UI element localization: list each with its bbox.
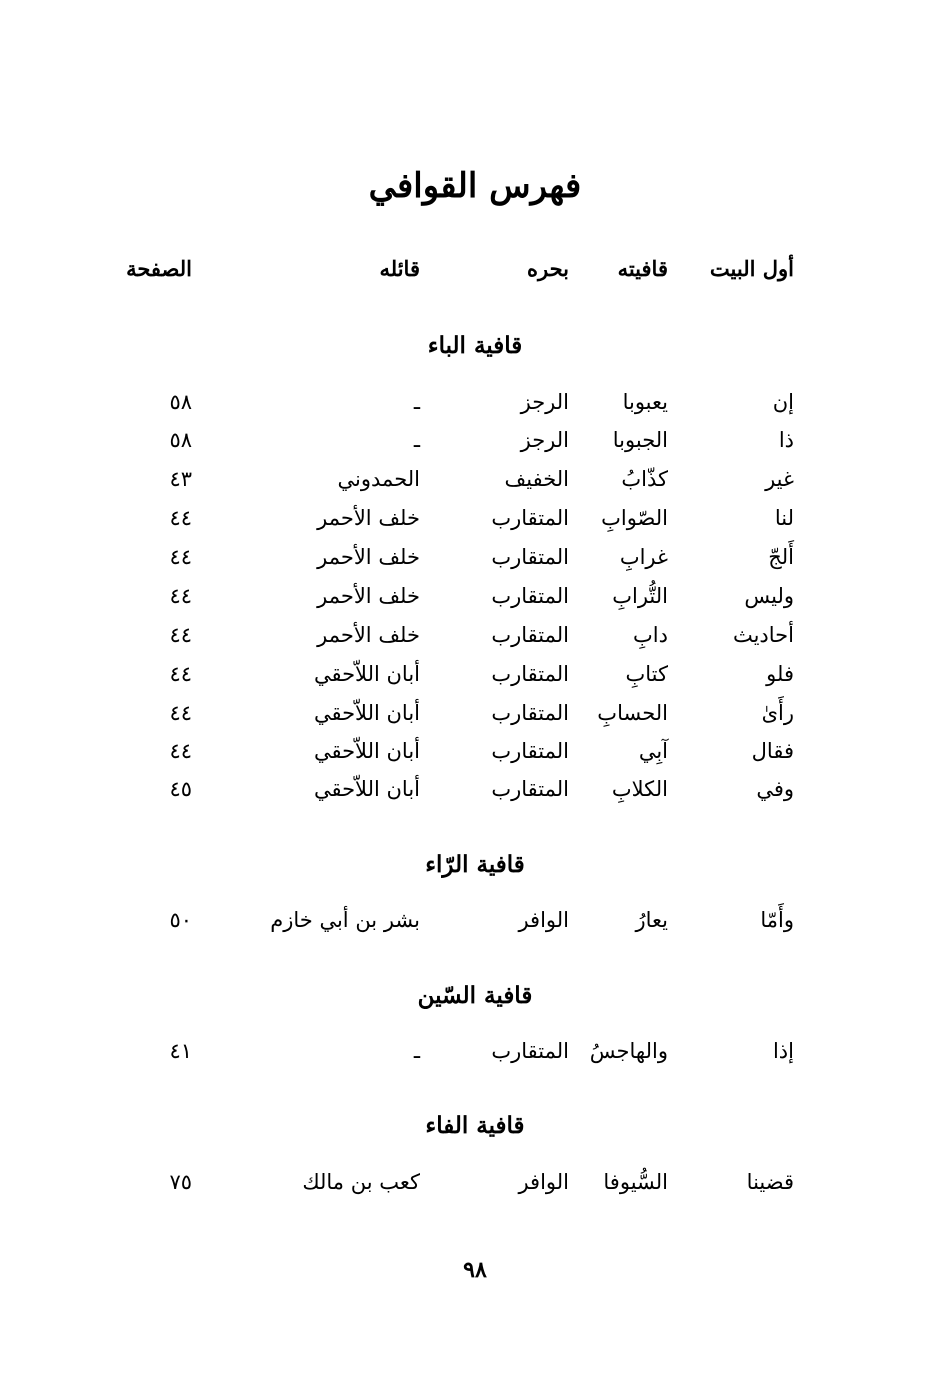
table-row <box>0 903 950 937</box>
meter: المتقارب <box>491 701 569 725</box>
poet: ـ <box>413 428 420 452</box>
section-title-fa: قافية الفاء <box>425 1112 525 1139</box>
page-ref: ٤٤ <box>169 739 192 763</box>
first-word: غير <box>765 467 794 491</box>
rhyme-word: يعبوبا <box>622 390 668 414</box>
page-ref: ٤٤ <box>169 584 192 608</box>
table-row <box>0 696 950 730</box>
rhyme-word: كذّابُ <box>621 467 668 491</box>
meter: الرجز <box>520 390 569 414</box>
section-title-ba: قافية الباء <box>427 332 523 359</box>
column-headers <box>0 252 950 286</box>
page-number: ٩٨ <box>463 1257 487 1283</box>
first-word: إن <box>772 390 794 414</box>
poet: كعب بن مالك <box>302 1170 420 1194</box>
table-row <box>0 1034 950 1068</box>
meter: المتقارب <box>491 739 569 763</box>
poet: أبان اللاّحقي <box>313 701 420 725</box>
table-row <box>0 423 950 457</box>
poet: ـ <box>413 1039 420 1063</box>
section-title-sin: قافية السّين <box>417 982 533 1009</box>
meter: المتقارب <box>491 506 569 530</box>
rhyme-word: الكلابِ <box>611 777 668 801</box>
first-word: وفي <box>756 777 794 801</box>
poet: خلف الأحمر <box>317 506 420 530</box>
meter: الرجز <box>520 428 569 452</box>
table-row <box>0 462 950 496</box>
header-page: الصفحة <box>126 256 192 281</box>
rhyme-word: يعارُ <box>635 908 668 932</box>
table-row <box>0 618 950 652</box>
table-row <box>0 385 950 419</box>
page-ref: ٤٤ <box>169 506 192 530</box>
header-rhyme: قافيته <box>617 256 668 281</box>
poet: أبان اللاّحقي <box>313 739 420 763</box>
page-ref: ٥٠ <box>169 908 192 932</box>
table-row <box>0 734 950 768</box>
table-row <box>0 772 950 806</box>
poet: خلف الأحمر <box>317 545 420 569</box>
rhyme-word: غرابِ <box>619 545 668 569</box>
page-ref: ٤٤ <box>169 545 192 569</box>
page-ref: ٥٨ <box>169 390 192 414</box>
poet: خلف الأحمر <box>317 623 420 647</box>
table-row <box>0 579 950 613</box>
page-ref: ٤٤ <box>169 701 192 725</box>
page-ref: ٤١ <box>169 1039 192 1063</box>
page-ref: ٤٤ <box>169 662 192 686</box>
section-title-ra: قافية الرّاء <box>425 851 525 878</box>
first-word: إذا <box>772 1039 794 1063</box>
rhyme-word: آبِي <box>638 739 668 763</box>
header-poet: قائله <box>379 256 420 281</box>
poet: ـ <box>413 390 420 414</box>
first-word: قضينا <box>746 1170 794 1194</box>
rhyme-word: دابِ <box>633 623 668 647</box>
rhyme-word: كتابِ <box>625 662 668 686</box>
meter: المتقارب <box>491 777 569 801</box>
first-word: رأَىٰ <box>761 701 794 725</box>
meter: المتقارب <box>491 1039 569 1063</box>
poet: أبان اللاّحقي <box>313 662 420 686</box>
table-row <box>0 540 950 574</box>
meter: المتقارب <box>491 545 569 569</box>
first-word: ذا <box>778 428 794 452</box>
first-word: لنا <box>774 506 794 530</box>
rhyme-word: والهاجسُ <box>589 1039 668 1063</box>
first-word: فلو <box>766 662 794 686</box>
page-title: فهرس القوافي <box>368 166 582 206</box>
meter: المتقارب <box>491 584 569 608</box>
meter: المتقارب <box>491 662 569 686</box>
poet: أبان اللاّحقي <box>313 777 420 801</box>
page-ref: ٤٥ <box>169 777 192 801</box>
rhyme-word: الصّوابِ <box>601 506 668 530</box>
page-ref: ٤٣ <box>169 467 192 491</box>
meter: الوافر <box>518 1170 569 1194</box>
table-row <box>0 1165 950 1199</box>
first-word: أحاديث <box>732 623 794 647</box>
poet: خلف الأحمر <box>317 584 420 608</box>
header-meter: بحره <box>527 256 569 281</box>
first-word: وليس <box>744 584 794 608</box>
rhyme-word: الجبوبا <box>612 428 668 452</box>
meter: الوافر <box>518 908 569 932</box>
header-first-word: أول البيت <box>709 256 794 281</box>
page-ref: ٥٨ <box>169 428 192 452</box>
page-ref: ٧٥ <box>169 1170 192 1194</box>
meter: الخفيف <box>504 467 569 491</box>
rhyme-word: الحسابِ <box>597 701 668 725</box>
first-word: فقال <box>751 739 794 763</box>
first-word: أَلجّ <box>768 545 794 569</box>
poet: بشر بن أبي خازم <box>270 908 420 932</box>
table-row <box>0 657 950 691</box>
poet: الحمدوني <box>337 467 420 491</box>
rhyme-word: التُّرابِ <box>612 584 668 608</box>
meter: المتقارب <box>491 623 569 647</box>
table-row <box>0 501 950 535</box>
page-ref: ٤٤ <box>169 623 192 647</box>
rhyme-word: السُّيوفا <box>603 1170 668 1194</box>
first-word: وأَمّا <box>760 908 794 932</box>
